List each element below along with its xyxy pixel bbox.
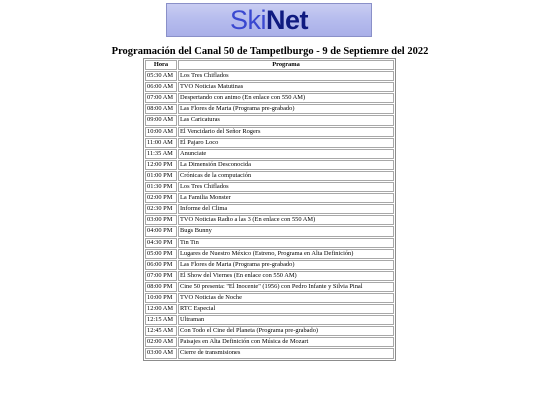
logo-text-net: Net xyxy=(266,5,309,35)
cell-hora: 02:00 AM xyxy=(145,337,177,347)
schedule-table xyxy=(143,58,396,361)
table-row xyxy=(145,315,394,325)
cell-programa: Los Tres Chiflados xyxy=(178,182,394,192)
schedule-body xyxy=(145,71,394,358)
cell-programa: Las Flores de Marta (Programa pre-grabado) xyxy=(178,104,394,114)
cell-hora: 09:00 AM xyxy=(145,115,177,125)
cell-programa: El Vencidario del Señor Rogers xyxy=(178,127,394,137)
cell-programa: RTC Especial xyxy=(178,304,394,314)
cell-programa: Despertando con animo (En enlace con 550 AM) xyxy=(178,93,394,103)
cell-hora: 03:00 AM xyxy=(145,348,177,358)
table-row xyxy=(145,149,394,159)
cell-programa: La Dimensión Desconocida xyxy=(178,160,394,170)
cell-hora: 08:00 AM xyxy=(145,104,177,114)
cell-hora: 02:00 PM xyxy=(145,193,177,203)
table-row xyxy=(145,238,394,248)
table-row xyxy=(145,138,394,148)
cell-hora: 06:00 PM xyxy=(145,260,177,270)
cell-hora: 08:00 PM xyxy=(145,282,177,292)
cell-hora: 04:00 PM xyxy=(145,226,177,236)
table-row xyxy=(145,260,394,270)
cell-hora: 10:00 AM xyxy=(145,127,177,137)
cell-hora: 12:45 AM xyxy=(145,326,177,336)
cell-programa: Crónicas de la computación xyxy=(178,171,394,181)
table-row xyxy=(145,171,394,181)
table-row xyxy=(145,71,394,81)
cell-hora: 01:30 PM xyxy=(145,182,177,192)
cell-hora: 12:15 AM xyxy=(145,315,177,325)
cell-hora: 07:00 AM xyxy=(145,93,177,103)
cell-programa: Con Todo el Cine del Planeta (Programa pre-grabado) xyxy=(178,326,394,336)
cell-programa: Anunciate xyxy=(178,149,394,159)
cell-programa: Los Tres Chiflados xyxy=(178,71,394,81)
cell-programa: Bugs Bunny xyxy=(178,226,394,236)
cell-hora: 04:30 PM xyxy=(145,238,177,248)
table-row xyxy=(145,226,394,236)
cell-hora: 10:00 PM xyxy=(145,293,177,303)
cell-hora: 11:35 AM xyxy=(145,149,177,159)
skinet-banner xyxy=(166,3,372,37)
cell-hora: 03:00 PM xyxy=(145,215,177,225)
table-row xyxy=(145,215,394,225)
cell-programa: La Familia Monster xyxy=(178,193,394,203)
column-header-programa: Programa xyxy=(178,60,394,70)
page-title: Programación del Canal 50 de Tampetlburgo - 9 de Septiemre del 2022 xyxy=(111,46,429,57)
column-header-hora: Hora xyxy=(145,60,177,70)
table-row xyxy=(145,160,394,170)
table-row xyxy=(145,204,394,214)
cell-hora: 12:00 PM xyxy=(145,160,177,170)
cell-programa: TVO Noticias Matutinas xyxy=(178,82,394,92)
cell-hora: 12:00 AM xyxy=(145,304,177,314)
cell-programa: El Pajaro Loco xyxy=(178,138,394,148)
cell-programa: Las Caricaturas xyxy=(178,115,394,125)
table-row xyxy=(145,127,394,137)
table-row xyxy=(145,271,394,281)
cell-hora: 05:00 PM xyxy=(145,249,177,259)
table-row xyxy=(145,348,394,358)
table-row xyxy=(145,304,394,314)
logo-text-ski: Ski xyxy=(229,5,266,35)
table-row xyxy=(145,104,394,114)
table-row xyxy=(145,182,394,192)
table-row xyxy=(145,326,394,336)
table-row xyxy=(145,115,394,125)
table-row xyxy=(145,93,394,103)
cell-hora: 07:00 PM xyxy=(145,271,177,281)
table-row xyxy=(145,282,394,292)
table-row xyxy=(145,293,394,303)
cell-hora: 05:30 AM xyxy=(145,71,177,81)
cell-programa: Cine 50 presenta: "El Inocente" (1956) con Pedro Infante y Silvia Pinal xyxy=(178,282,394,292)
table-row xyxy=(145,193,394,203)
cell-hora: 06:00 AM xyxy=(145,82,177,92)
table-row xyxy=(145,82,394,92)
cell-programa: Lugares de Nuestro México (Estreno, Programa en Alta Definición) xyxy=(178,249,394,259)
table-row xyxy=(145,249,394,259)
cell-programa: TVO Noticias de Noche xyxy=(178,293,394,303)
cell-programa: Tin Tin xyxy=(178,238,394,248)
cell-programa: Informe del Clima xyxy=(178,204,394,214)
cell-programa: Ultraman xyxy=(178,315,394,325)
cell-hora: 02:30 PM xyxy=(145,204,177,214)
cell-programa: Las Flores de Marta (Programa pre-grabado) xyxy=(178,260,394,270)
table-header-row xyxy=(145,60,394,70)
cell-programa: El Show del Viernes (En enlace con 550 AM) xyxy=(178,271,394,281)
table-row xyxy=(145,337,394,347)
cell-programa: Paisajes en Alta Definición con Música de Mozart xyxy=(178,337,394,347)
cell-hora: 01:00 PM xyxy=(145,171,177,181)
cell-hora: 11:00 AM xyxy=(145,138,177,148)
skinet-logo xyxy=(230,5,308,35)
cell-programa: Cierre de transmisiones xyxy=(178,348,394,358)
cell-programa: TVO Noticias Radio a las 3 (En enlace con 550 AM) xyxy=(178,215,394,225)
